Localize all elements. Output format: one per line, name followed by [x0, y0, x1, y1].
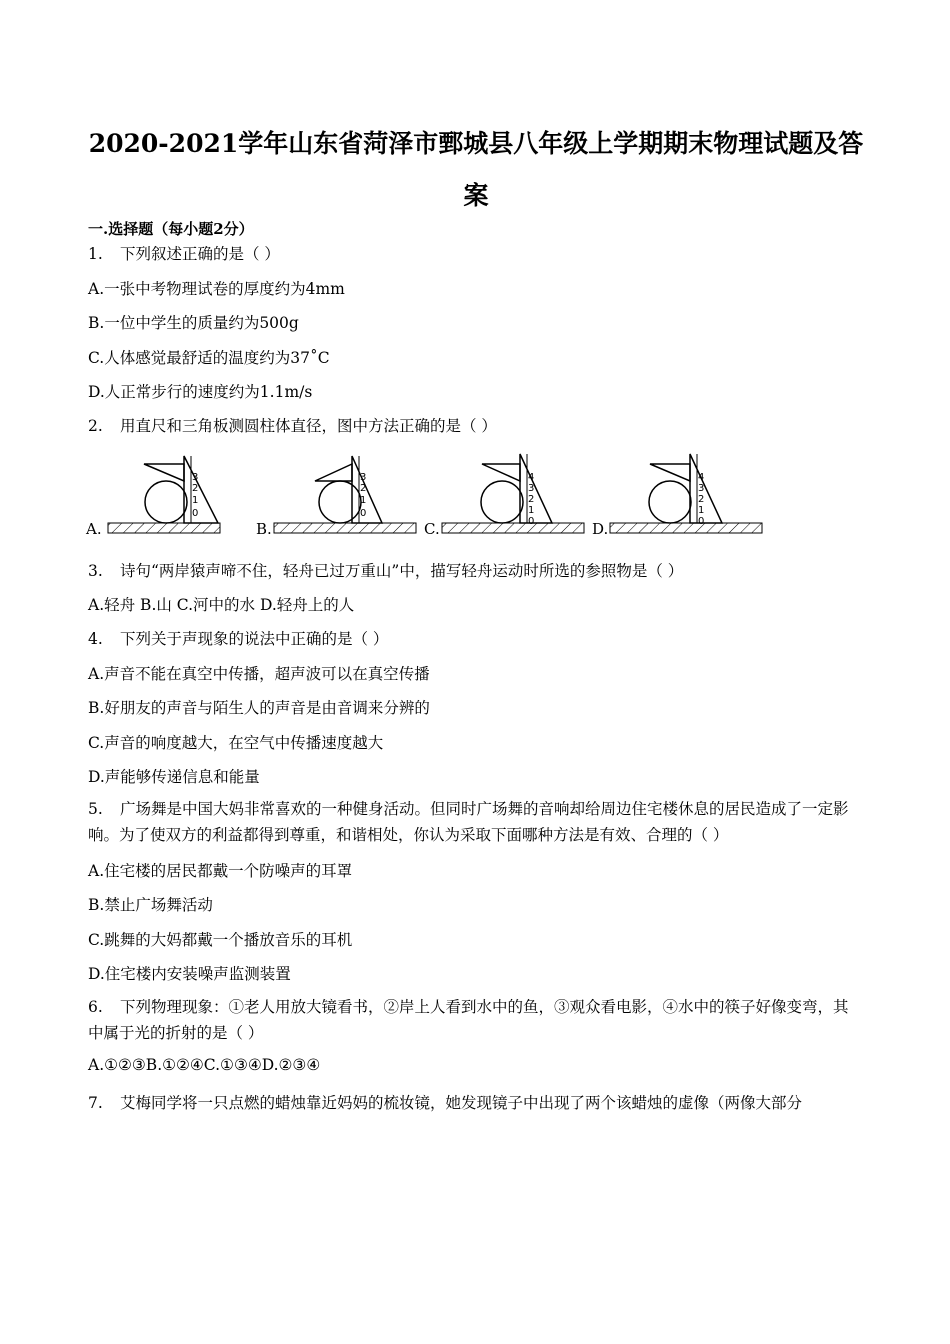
- question-6: [88, 994, 863, 1046]
- question-7: [88, 1091, 802, 1113]
- diagram-label-d: D.: [592, 520, 609, 538]
- question-stem: 用直尺和三角板测圆柱体直径，图中方法正确的是（ ）: [120, 417, 497, 435]
- q1-option-c: C.人体感觉最舒适的温度约为37˚C: [88, 349, 330, 367]
- ruler-tick: 2: [528, 494, 535, 505]
- triangle-board: [315, 464, 352, 481]
- document-title: 2020-2021学年山东省菏泽市鄄城县八年级上学期期末物理试题及答案: [88, 129, 864, 210]
- question-number: 1.: [88, 245, 103, 263]
- question-5: [88, 796, 863, 848]
- ruler-tick: 2: [360, 483, 367, 494]
- diagram-c: [440, 450, 590, 542]
- cylinder-circle: [649, 481, 691, 523]
- q3-options: A.轻舟 B.山 C.河中的水 D.轻舟上的人: [88, 596, 355, 614]
- ruler-tick: 3: [360, 472, 367, 483]
- question-number: 7.: [88, 1094, 103, 1112]
- q6-options: A.①②③B.①②④C.①③④D.②③④: [88, 1056, 321, 1074]
- q5-option-d: D.住宅楼内安装噪声监测装置: [88, 965, 291, 983]
- q2-diagram-row: [86, 450, 776, 542]
- q4-option-b: B.好朋友的声音与陌生人的声音是由音调来分辨的: [88, 699, 430, 717]
- cylinder-circle: [481, 481, 523, 523]
- q5-option-b: B.禁止广场舞活动: [88, 896, 213, 914]
- table-surface: [108, 523, 220, 533]
- ruler-tick: 1: [360, 495, 367, 506]
- q1-option-b: B.一位中学生的质量约为500g: [88, 314, 299, 332]
- diagram-a: [104, 450, 254, 542]
- triangle-board: [482, 464, 520, 481]
- q1-option-d: D.人正常步行的速度约为1.1m/s: [88, 383, 313, 401]
- table-surface: [274, 523, 416, 533]
- ruler-tick: 0: [360, 508, 367, 519]
- question-stem: 下列物理现象：①老人用放大镜看书，②岸上人看到水中的鱼，③观众看电影，④水中的筷子好像变弯，其中属于光的折射的是（ ）: [88, 998, 849, 1042]
- question-number: 2.: [88, 417, 103, 435]
- table-surface: [442, 523, 584, 533]
- table-surface: [610, 523, 762, 533]
- ruler-tick: 2: [192, 483, 199, 494]
- q4-option-a: A.声音不能在真空中传播，超声波可以在真空传播: [88, 665, 430, 683]
- ruler-tick: 0: [192, 508, 199, 519]
- ruler-tick: 3: [192, 472, 199, 483]
- q5-option-c: C.跳舞的大妈都戴一个播放音乐的耳机: [88, 931, 353, 949]
- q4-option-d: D.声能够传递信息和能量: [88, 768, 260, 786]
- ruler-tick: 0: [698, 516, 705, 527]
- question-1: [88, 242, 280, 264]
- ruler-triangle: [184, 456, 218, 523]
- cylinder-circle: [319, 481, 361, 523]
- section-heading: 一.选择题（每小题2分）: [88, 220, 254, 238]
- ruler-tick: 3: [698, 483, 705, 494]
- ruler-tick: 0: [528, 516, 535, 527]
- q4-option-c: C.声音的响度越大，在空气中传播速度越大: [88, 734, 384, 752]
- question-stem: 广场舞是中国大妈非常喜欢的一种健身活动。但同时广场舞的音响却给周边住宅楼休息的居民造成了一定影响。为了使双方的利益都得到尊重，和谐相处，你认为采取下面哪种方法是有效、合理的（ ）: [88, 800, 849, 844]
- ruler-tick: 1: [528, 505, 535, 516]
- question-3: [88, 559, 683, 581]
- question-stem: 诗句“两岸猿声啼不住，轻舟已过万重山”中，描写轻舟运动时所选的参照物是（ ）: [120, 562, 684, 580]
- diagram-d: [608, 450, 768, 542]
- diagram-label-c: C.: [424, 520, 440, 538]
- question-stem: 下列叙述正确的是（ ）: [120, 245, 280, 263]
- question-number: 5.: [88, 800, 103, 818]
- triangle-board: [144, 464, 184, 481]
- cylinder-circle: [145, 481, 187, 523]
- diagram-label-a: A.: [86, 520, 102, 538]
- question-number: 4.: [88, 630, 103, 648]
- ruler-triangle: [520, 454, 552, 523]
- q5-option-a: A.住宅楼的居民都戴一个防噪声的耳罩: [88, 862, 353, 880]
- diagram-label-b: B.: [256, 520, 272, 538]
- question-number: 3.: [88, 562, 103, 580]
- question-number: 6.: [88, 998, 103, 1016]
- ruler-tick: 4: [528, 472, 535, 483]
- q1-option-a: A.一张中考物理试卷的厚度约为4mm: [88, 280, 345, 298]
- ruler-triangle: [690, 454, 722, 523]
- question-stem: 艾梅同学将一只点燃的蜡烛靠近妈妈的梳妆镜，她发现镜子中出现了两个该蜡烛的虚像（两像大部分: [120, 1094, 803, 1112]
- ruler-tick: 3: [528, 483, 535, 494]
- question-2: [88, 414, 497, 436]
- diagram-b: [272, 450, 422, 542]
- question-4: [88, 627, 388, 649]
- triangle-board: [650, 464, 690, 481]
- ruler-tick: 4: [698, 472, 705, 483]
- ruler-tick: 2: [698, 494, 705, 505]
- question-stem: 下列关于声现象的说法中正确的是（ ）: [120, 630, 389, 648]
- ruler-tick: 1: [698, 505, 705, 516]
- ruler-tick: 1: [192, 495, 199, 506]
